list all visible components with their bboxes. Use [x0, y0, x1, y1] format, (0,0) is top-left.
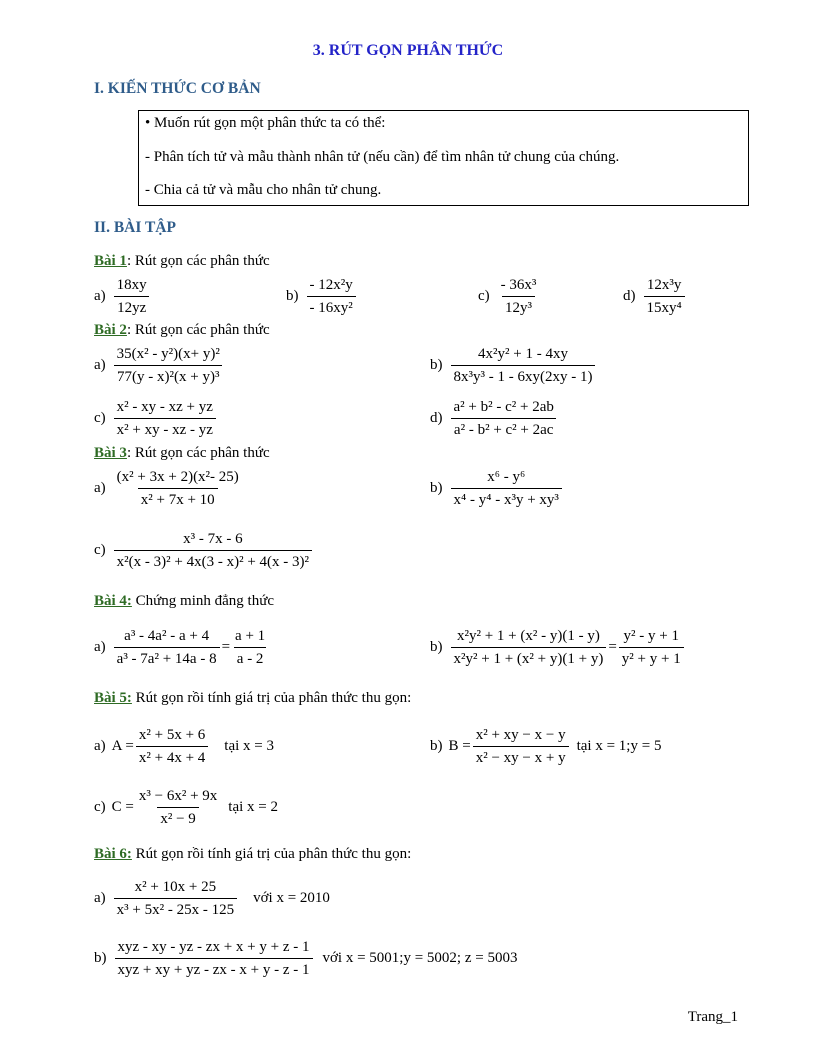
exercise-5c: c) C = $\frac{\text{x³ − 6x² + 9x}}{\text{x² − 9}}$ tại x = 2	[94, 788, 278, 827]
exercise-3a: a) $\frac{\text{(x² + 3x + 2)(x²- 25)}}{\text{x² + 7x + 10}}$	[94, 469, 239, 508]
section-heading-basics: I. KIẾN THỨC CƠ BẢN	[94, 80, 261, 97]
exercise-4a: a) $\frac{\text{a³ - 4a² - a + 4}}{\text{a³ - 7a² + 14a - 8}}$ = $\frac{a + 1}{a - 2}$	[94, 628, 266, 667]
exercise-6b: b) $\frac{\text{xyz - xy - yz - zx + x + y + z - 1}}{\text{xyz + xy + yz - zx - x + y - z - 1}}$ với x = 5001;y = 5002; z = 5003	[94, 939, 518, 978]
exercise-1b: b) $\frac{\text{- 12x²y}}{\text{- 16xy²}}$	[286, 276, 358, 317]
exercise-2-heading: Bài 2: Rút gọn các phân thức	[94, 322, 270, 338]
theory-box	[138, 110, 749, 206]
exercise-4b: b) $\frac{\text{x²y² + 1 + (x² - y)(1 - y)}}{\text{x²y² + 1 + (x² + y)(1 + y)}}$ = $\frac{\text{y² - y + 1}}{\text{y² + y + 1}}$	[430, 627, 686, 668]
exercise-2d: d) $\frac{\text{a² + b² - c² + 2ab}}{\text{a² - b² + c² + 2ac}}$	[430, 398, 559, 439]
page-title: 3. RÚT GỌN PHÂN THỨC	[312, 42, 504, 59]
exercise-1d: d) $\frac{\text{12x³y}}{\text{15xy⁴}}$	[623, 276, 687, 317]
theory-line: - Phân tích tử và mẫu thành nhân tử (nếu cần) để tìm nhân tử chung của chúng.	[145, 149, 620, 165]
exercise-1c: c) $\frac{\text{- 36x³}}{\text{12y³}}$	[478, 277, 537, 316]
theory-line: • Muốn rút gọn một phân thức ta có thể:	[145, 115, 386, 131]
exercise-2a: a) $\frac{\text{35(x² - y²)(x+ y)²}}{\text{77(y - x)²(x + y)³}}$	[94, 345, 225, 386]
page-number: Trang_1	[687, 1009, 738, 1025]
exercise-1a: a) $\frac{18xy}{12yz}$	[94, 276, 152, 317]
exercise-4-heading: Bài 4: Chứng minh đẳng thức	[94, 593, 275, 609]
exercise-2b: b) $\frac{\text{4x²y² + 1 - 4xy}}{\text{8x³y³ - 1 - 6xy(2xy - 1)}}$	[430, 345, 597, 386]
section-heading-exercises: II. BÀI TẬP	[94, 219, 176, 236]
exercise-5a: a) A = $\frac{\text{x² + 5x + 6}}{\text{x² + 4x + 4}}$ tại x = 3	[94, 727, 274, 766]
exercise-3-heading: Bài 3: Rút gọn các phân thức	[94, 445, 270, 461]
theory-line: - Chia cả tử và mẫu cho nhân tử chung.	[145, 182, 382, 198]
exercise-5b: b) B = $\frac{\text{x² + xy − x − y}}{\text{x² − xy − x + y}}$ tại x = 1;y = 5	[430, 727, 662, 766]
exercise-2c: c) $\frac{\text{x² - xy - xz + yz}}{\text{x² + xy - xz - yz}}$	[94, 398, 218, 439]
exercise-6a: a) $\frac{\text{x² + 10x + 25}}{\text{x³ + 5x² - 25x - 125}}$ với x = 2010	[94, 879, 330, 918]
exercise-1-heading: Bài 1: Rút gọn các phân thức	[94, 253, 270, 269]
exercise-3c: c) $\frac{\text{x³ - 7x - 6}}{\text{x²(x - 3)² + 4x(3 - x)² + 4(x - 3)²}}$	[94, 530, 314, 571]
exercise-3b: b) $\frac{\text{x⁶ - y⁶}}{\text{x⁴ - y⁴ - x³y + xy³}}$	[430, 468, 564, 509]
exercise-5-heading: Bài 5: Rút gọn rồi tính giá trị của phân thức thu gọn:	[94, 690, 412, 706]
exercise-6-heading: Bài 6: Rút gọn rồi tính giá trị của phân thức thu gọn:	[94, 846, 412, 862]
